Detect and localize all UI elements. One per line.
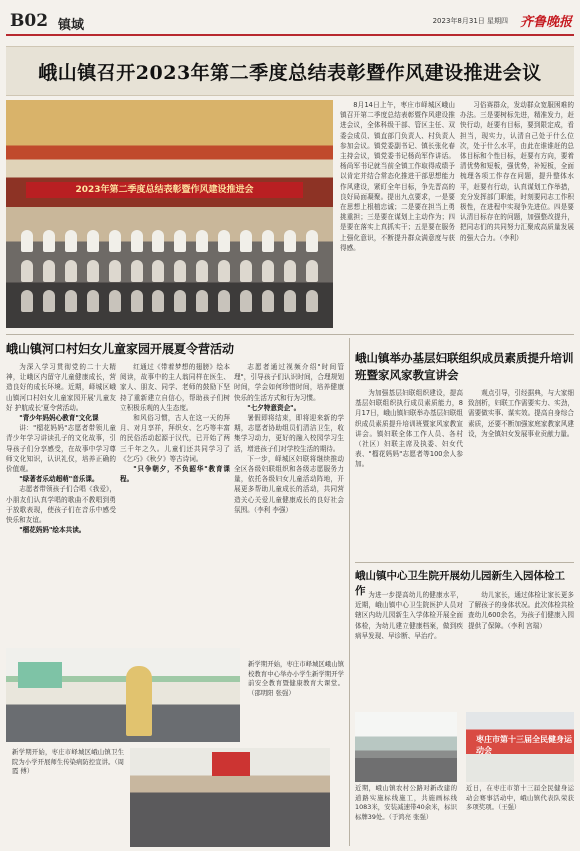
article2-subhead: "绿著者乐动超萌"音乐课。 bbox=[19, 475, 99, 484]
article2-paragraph: 下一步，峄城区妇联将继续推动全区各级妇联组织和各级志愿服务力量，依托各级妇女儿童活动阵地，开展更多帮助儿童成长的活动，共同营造关心关爱儿童健康成长的良好社会氛围。（李利 李强） bbox=[234, 454, 344, 514]
road-surface bbox=[355, 758, 457, 782]
newspaper-logo: 齐鲁晚报 bbox=[519, 15, 572, 30]
classroom-screen bbox=[212, 752, 250, 776]
classroom-photo bbox=[130, 748, 330, 847]
article2-paragraph: 红通过《带着梦想的翅膀》绘本阅读，故事中的主人翁同样在医生、家人、朋友、同学、老师的鼓励下坚持了重新建立自信心，帮助孩子们树立积极乐观的人生态度。 bbox=[120, 363, 230, 412]
main-meeting-photo bbox=[6, 100, 333, 328]
page-header bbox=[6, 6, 574, 36]
event-banner-text: 枣庄市第十三届全民健身运动会 bbox=[476, 735, 572, 755]
headline-text: 峨山镇召开2023年第二季度总结表彰暨作风建设推进会议 bbox=[38, 61, 542, 84]
photo-caption: 近期，峨山镇农村公路对新改建的道路实施标线施工，共施画标线1083米，安装减速带40余米，标识标牌39处。（于鸿亮 张强） bbox=[355, 784, 457, 821]
article2-paragraph: 志愿者带领孩子们合唱《我爱》，小朋友们认真学唱的歌曲不教唱到勇于放歌表现，使孩子们在音乐中感受快乐和友谊。 bbox=[6, 485, 116, 525]
sports-event-photo bbox=[466, 712, 574, 782]
article2-subhead: "榴花妈妈"绘本共读。 bbox=[19, 526, 86, 535]
article2-intro: 为深入学习贯彻党的二十大精神，让峨区内留守儿童健康成长，营造良好的成长环境。近期，峄城区峨山镇河口村妇女儿童家园开展'儿童友好 护航成长'夏令营活动。 bbox=[6, 363, 116, 412]
audience-row bbox=[16, 260, 323, 282]
article2-paragraph: 讲："榴花妈妈"志愿者带领儿童青少年学习讲读孔子的文化故事，引导孩子们分享感受，在故事中学习尊师文化知识，认识礼仪，培养正确的价值观。 bbox=[6, 424, 116, 474]
article3-column-1 bbox=[355, 388, 463, 560]
divider bbox=[355, 562, 574, 563]
safety-class-photo bbox=[6, 648, 240, 742]
article1-text-2: 习俗赛群众，发动群众宽服困难的办法。三是要树标先进，精准发力，赶快行动，赶要有目标，要到限定成，看担当，现实力，认清自己处于什么位次，处于什么水平，由此在谁谁赶的总体目标和个性目标，赶要有方向，要着清优势和短板，强优势，补短板，全面梳理各项工作存在问题，提升整体水平，赶要有行动，认真谋划工作举措，充分发挥部门职能，时刻要同志工作积极性，在进程中实现争先进位。四是要认清目标存在的问题，加强整改提升，把同志们的共同努力汇聚成高质量发展的强大合力。（李利） bbox=[460, 101, 574, 242]
photo-caption: 近日，在枣庄市第十三届全民健身运动会赛事活动中，峨山镇代表队荣获多项奖项。（王强） bbox=[466, 784, 574, 812]
article1-text-1: 8月14日上午，枣庄市峄城区峨山镇召开第二季度总结表彰暨作风建设推进会议，全体科级干部、管区主任、双委会成员、镇直部门负责人、村负责人参加会议。镇党委副书记、镇长张化春主持会议，镇党委书记杨尚军作讲话。杨尚军书记就当前全镇工作取得成绩予以肯定并结合常态化推进干部思想能力作风建设，紧盯全年目标，争先晋高的良好局面凝聚。提出九点要求，一是要在思想上根植忠诚；二是要在担当上勇挑重担；三是要在谋划上主动作为；四是要在落实上真抓实干；五是要在服务上强化意识，不断提升群众满意度与获得感。 bbox=[340, 101, 455, 252]
article4-column-1 bbox=[355, 590, 463, 706]
article3-title: 峨山镇举办基层妇联组织成员素质提升培训班暨家风家教宣讲会 bbox=[355, 351, 574, 382]
article2-column-2 bbox=[120, 362, 230, 644]
speaker-figure bbox=[126, 666, 152, 736]
article2-subhead: "只争朝夕，不负韶华"教育课程。 bbox=[120, 465, 230, 484]
article1-column-1 bbox=[340, 100, 455, 336]
article2-subhead: "七夕特意资企"。 bbox=[247, 403, 301, 412]
issue-date: 2023年8月31日 星期四 bbox=[432, 17, 508, 25]
page-number: B02 bbox=[10, 11, 49, 31]
article4-column-2 bbox=[468, 590, 574, 706]
article2-column-3 bbox=[234, 362, 344, 644]
article1-column-2 bbox=[460, 100, 574, 336]
main-headline bbox=[6, 46, 574, 96]
article3-text-1: 为加强基层妇联组织建设，提高基层妇联组织执行成员素质能力，8月17日，峨山镇妇联举办基层妇联组织成员素质提升培训班暨家风家教宣讲会。镇妇联全体工作人员、各村（社区）妇联主席及执委、妇女代表、"榴花妈妈"志愿者等100余人参加。 bbox=[355, 389, 463, 469]
meeting-banner: 2023年第二季度总结表彰暨作风建设推进会 bbox=[26, 182, 303, 198]
article3-text-2: 观点引导，引经据典，与大家细致剖析，妇联工作需要实力、实劲，需要做实事、谋实效。提高自身综合素质，还要不断加强家庭家教家风建设，为全镇妇女发展事业贡献力量。 bbox=[468, 389, 574, 438]
article3-column-2 bbox=[468, 388, 574, 560]
photo-caption: 新学期开始，枣庄市峄城区峨山镇卫生院为小学开展师生传染病防控宣讲。（周霞 傅） bbox=[12, 748, 124, 776]
road-marking-photo bbox=[355, 712, 457, 782]
article2-paragraph: 和风俗习惯，古人在这一天的拜月、对月享祥，拜织女、乞巧等丰富的民俗活动起源于汉代，已开始了两三千年之久。儿童们还共同学习了《乞巧》《秋夕》等古诗词。 bbox=[120, 414, 230, 463]
article2-subhead: "青少年妈妈心教育"文化课 bbox=[19, 414, 99, 423]
photo-caption: 新学期开始，枣庄市峄城区峨山镇校教育中心举办小学生新学期开学前安全教育暨健康教育大课堂。（邵明阳 张强） bbox=[248, 660, 344, 697]
audience-row bbox=[16, 290, 323, 312]
article4-text-1: 为进一步提高幼儿的健康水平，近期，峨山镇中心卫生院医护人员对辖区内幼儿园新生入学体检开展全面体检，为幼儿建立健康档案，做到疾病早发现、早诊断、早治疗。 bbox=[355, 591, 463, 640]
section-name: 镇域 bbox=[58, 18, 85, 33]
audience-row bbox=[16, 230, 323, 252]
article2-column-1 bbox=[6, 362, 116, 644]
article4-title: 峨山镇中心卫生院开展幼儿园新生入园体检工作 bbox=[355, 570, 565, 597]
article4-text-2: 幼儿家长，通过体检让家长更多了解孩子的身体状况。此次体检共检查幼儿600余名，为孩子们健康入园提供了保障。（李利 宫瑞） bbox=[468, 591, 574, 630]
classroom-screen bbox=[18, 662, 62, 688]
article2-title: 峨山镇河口村妇女儿童家园开展夏令营活动 bbox=[6, 342, 235, 356]
divider bbox=[6, 334, 574, 335]
article2-paragraph: 暑假即将结束，即将迎来新的学期，志愿者协助组员们清洁卫生，收集学习动力，更好的融入校园学习生活，增进孩子们对学校生活的期待。 bbox=[234, 414, 344, 453]
article2-paragraph: 志愿者通过视频介绍"时间管理"，引导孩子们认识时间，合理规划时间，学会如何珍惜时间，培养健康快乐的生活方式和行为习惯。 bbox=[234, 363, 344, 402]
divider bbox=[349, 338, 350, 846]
